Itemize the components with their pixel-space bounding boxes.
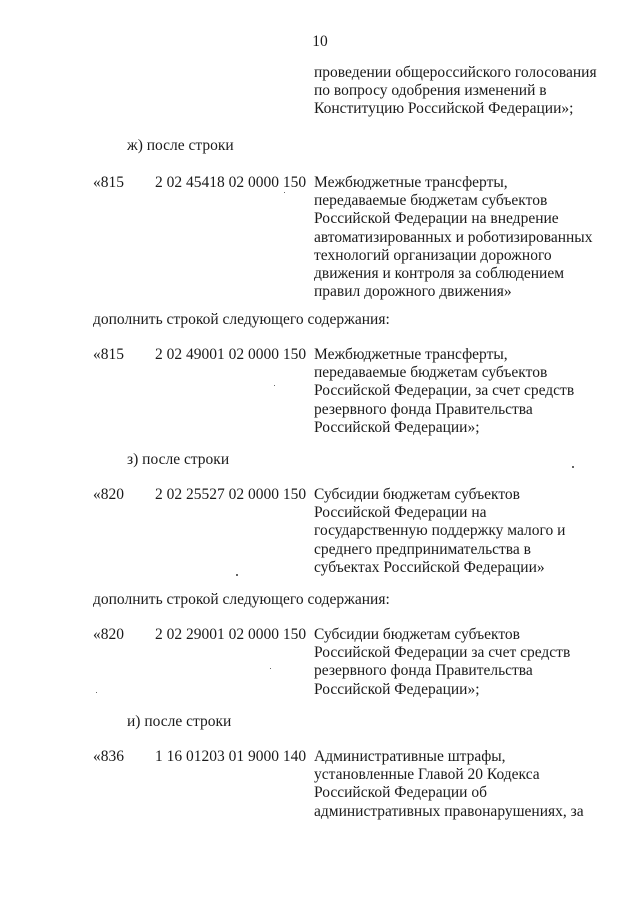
row-description — [314, 174, 592, 301]
row-kbk: 2 02 49001 02 0000 150 — [155, 346, 307, 363]
scan-speck — [572, 466, 574, 468]
row-code: «820 — [93, 486, 124, 503]
description-line: Субсидии бюджетам субъектов — [314, 486, 520, 503]
description-line: Российской Федерации за счет средств — [314, 644, 571, 662]
intro-line: Конституцию Российской Федерации»; — [314, 100, 574, 118]
description-line: государственную поддержку малого и — [314, 522, 566, 540]
row-code: «815 — [93, 346, 124, 363]
description-line: Российской Федерации»; — [314, 418, 480, 436]
description-line: среднего предпринимательства в — [314, 540, 531, 558]
row-description — [314, 486, 565, 577]
row-description — [314, 346, 574, 437]
description-line: резервного фонда Правительства — [314, 400, 533, 418]
description-line: Межбюджетные трансферты, — [314, 346, 508, 363]
description-line: правил дорожного движения» — [314, 283, 512, 301]
row-code: «815 — [93, 174, 124, 191]
intro-line: по вопросу одобрения изменений в — [314, 82, 547, 100]
description-line: Административные штрафы, — [314, 748, 506, 765]
intro-text — [314, 64, 597, 119]
scan-speck — [270, 668, 271, 669]
description-line: административных правонарушениях, за — [314, 802, 584, 820]
description-line: Российской Федерации на — [314, 504, 487, 522]
section-label-z: з) после строки — [127, 451, 230, 468]
supplement-label: дополнить строкой следующего содержания: — [93, 311, 390, 328]
description-line: установленные Главой 20 Кодекса — [314, 766, 540, 784]
description-line: Российской Федерации»; — [314, 680, 480, 698]
scan-speck — [284, 192, 285, 193]
row-description — [314, 626, 570, 699]
scan-speck — [236, 574, 238, 576]
intro-line: проведении общероссийского голосования — [314, 64, 597, 81]
description-line: резервного фонда Правительства — [314, 662, 533, 680]
page-number: 10 — [312, 33, 328, 50]
row-code: «836 — [93, 748, 124, 765]
description-line: передаваемые бюджетам субъектов — [314, 364, 548, 382]
description-line: Российской Федерации, за счет средств — [314, 382, 575, 400]
description-line: движения и контроля за соблюдением — [314, 265, 565, 283]
scan-speck — [96, 692, 97, 693]
section-label-zh: ж) после строки — [127, 137, 234, 154]
scan-speck — [274, 385, 275, 386]
supplement-label: дополнить строкой следующего содержания: — [93, 591, 390, 608]
section-label-i: и) после строки — [127, 713, 232, 730]
description-line: технологий организации дорожного — [314, 246, 552, 264]
row-kbk: 2 02 29001 02 0000 150 — [155, 626, 307, 643]
row-kbk: 2 02 25527 02 0000 150 — [155, 486, 307, 503]
row-description — [314, 748, 584, 821]
row-kbk: 2 02 45418 02 0000 150 — [155, 174, 307, 191]
description-line: Межбюджетные трансферты, — [314, 174, 508, 191]
description-line: передаваемые бюджетам субъектов — [314, 192, 548, 210]
description-line: Российской Федерации на внедрение — [314, 210, 559, 228]
description-line: субъектах Российской Федерации» — [314, 558, 545, 576]
description-line: Российской Федерации об — [314, 784, 487, 802]
row-code: «820 — [93, 626, 124, 643]
description-line: автоматизированных и роботизированных — [314, 228, 593, 246]
description-line: Субсидии бюджетам субъектов — [314, 626, 520, 643]
row-kbk: 1 16 01203 01 9000 140 — [155, 748, 307, 765]
